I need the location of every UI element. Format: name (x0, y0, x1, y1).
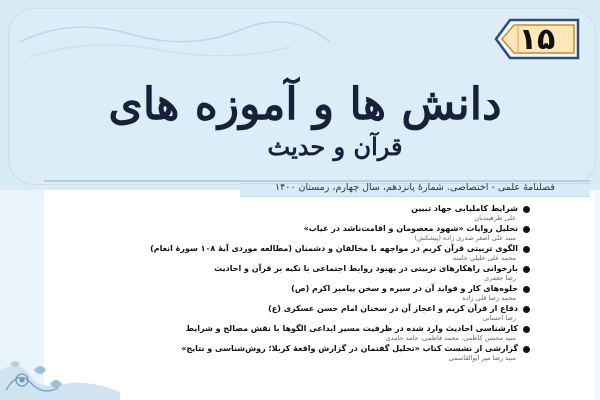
toc-item (60, 243, 530, 263)
journal-subtitle: قرآن و حدیث (267, 132, 403, 161)
bullet-icon (523, 246, 530, 253)
article-title: بازخوانی راهکارهای تربیتی در بهبود روابط اجتماعی با تکیه بر قرآن و احادیث (214, 264, 518, 273)
toc-item (60, 343, 530, 363)
article-author: سید محسن کاظمی، محمد فاطمی، حامد حامدی (385, 334, 516, 342)
bullet-icon (523, 326, 530, 333)
article-title: جلوه‌های کار و فواید آن در سیره و سخن پیامبر اکرم (ص) (291, 284, 518, 293)
toc-item (60, 303, 530, 323)
toc-item (60, 263, 530, 283)
header-ornament (10, 12, 340, 82)
article-title: گزارشی از نشست کتاب «تحلیل گفتمان در گزارش واقعهٔ کربلا؛ روش‌شناسی و نتایج» (181, 344, 518, 353)
issue-number: ۱۵ (518, 21, 556, 57)
toc-item (60, 203, 530, 223)
floral-ornament (0, 330, 120, 400)
article-author: علی طرهبندیان (474, 214, 516, 222)
bullet-icon (523, 286, 530, 293)
right-edge (594, 190, 600, 400)
table-of-contents (60, 203, 530, 363)
journal-info: فصلنامهٔ علمی - اختصاصی. شمارهٔ پانزدهم، سال چهارم، زمستان ۱۴۰۰ (275, 182, 555, 193)
article-author: محمد رضا قلی زاده (462, 294, 516, 302)
article-author: سید علی اصغر صدری زاده (پیشکش) (414, 234, 516, 242)
bullet-icon (523, 206, 530, 213)
article-title: دفاع از قرآن کریم و اعجاز آن در سخنان امام حسن عسکری (ع) (268, 304, 518, 313)
toc-item (60, 323, 530, 343)
article-title: کارشناسی احادیث وارد شده در ظرفیت مسیر ابداعی الگوها با نقش مصالح و شرایط (185, 324, 518, 333)
article-author: سید رضا میر ابوالقاسمی (448, 354, 516, 362)
bullet-icon (523, 266, 530, 273)
article-title: تحلیل روایات «شهود معصومان و اقامت‌ناشد در غیاب» (303, 224, 518, 233)
article-title: الگوی تربیتی قرآن کریم در مواجهه با مخالفان و دشمنان (مطالعه موردی آیهٔ ۱۰۸ سورهٔ انعام) (150, 244, 518, 253)
toc-item (60, 223, 530, 243)
issue-number-badge (490, 16, 584, 62)
journal-title: دانش ها و آموزه های (108, 79, 502, 130)
article-author: رضا احسانی (482, 314, 516, 322)
toc-item (60, 283, 530, 303)
article-author: محمد علی خلیلی خامنه (452, 254, 516, 262)
bullet-icon (523, 346, 530, 353)
article-title: شرایط کاملیابی جهاد تبیین (411, 204, 518, 213)
bullet-icon (523, 226, 530, 233)
bullet-icon (523, 306, 530, 313)
article-author: رضا جعفری (484, 274, 516, 282)
